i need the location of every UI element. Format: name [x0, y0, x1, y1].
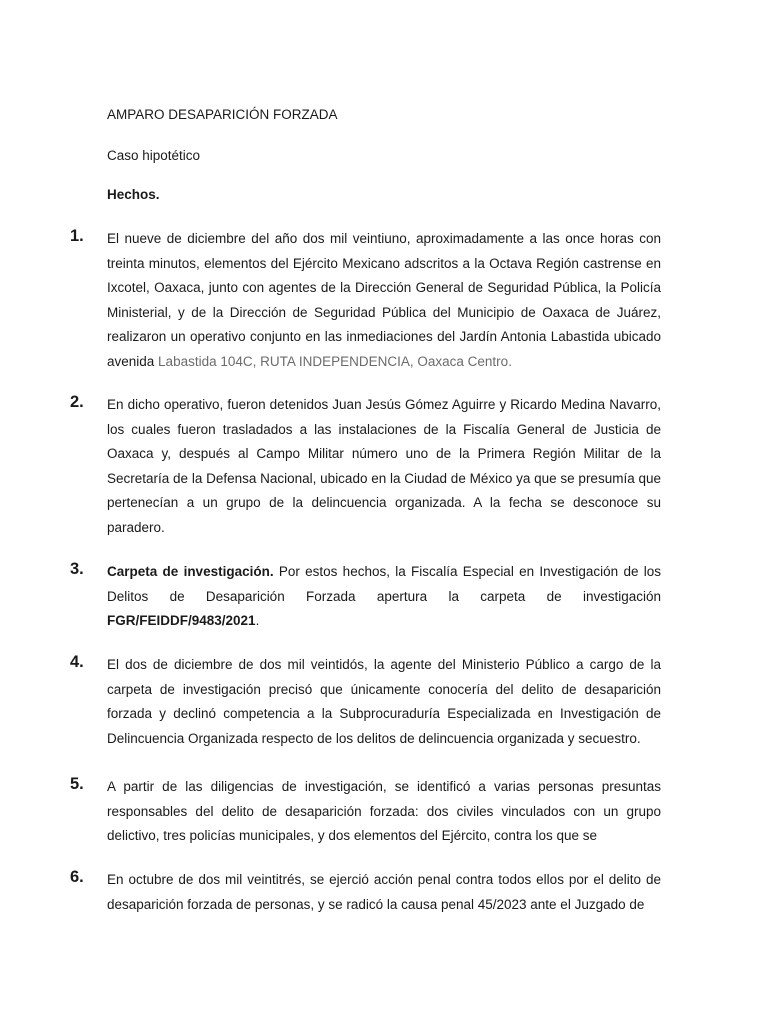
- item-address: Labastida 104C, RUTA INDEPENDENCIA, Oaxaca Centro.: [158, 353, 512, 369]
- case-id: FGR/FEIDDF/9483/2021: [107, 613, 256, 629]
- item-tail: .: [255, 613, 260, 629]
- item-text: [107, 560, 661, 634]
- item-number: 3.: [70, 560, 84, 578]
- item-lead: Carpeta de investigación.: [107, 564, 274, 579]
- item-number: 5.: [70, 775, 84, 793]
- item-body: Por estos hechos, la Fiscalía Especial en Investigación de los Delitos de Desaparición Forzada apertura la carpeta de investigación: [107, 564, 661, 604]
- item-text: En octubre de dos mil veintitrés, se ejerció acción penal contra todos ellos por el delito de desaparición forzada de personas, y se radicó la causa penal 45/2023 ante el Juzgado de: [107, 872, 661, 912]
- item-text: [107, 227, 661, 375]
- document-subtitle: Caso hipotético: [107, 148, 201, 163]
- item-number: 6.: [70, 868, 84, 886]
- document-title: AMPARO DESAPARICIÓN FORZADA: [107, 107, 338, 122]
- item-number: 4.: [70, 653, 84, 671]
- item-text: En dicho operativo, fueron detenidos Juan Jesús Gómez Aguirre y Ricardo Medina Navarro, los cuales fueron trasladados a las instalaciones de la Fiscalía General de Justicia de Oaxaca y, después al Campo Militar número uno de la Primera Región Militar de la Secretaría de la Defensa Nacional, ubicado en la Ciudad de México ya que se presumía que pertenecían a un grupo de la delincuencia organizada. A la fecha se desconoce su paradero.: [107, 397, 661, 535]
- item-body: El nueve de diciembre del año dos mil veintiuno, aproximadamente a las once horas con treinta minutos, elementos del Ejército Mexicano adscritos a la Octava Región castrense en Ixcotel, Oaxaca, junto con agentes de la Dirección General de Seguridad Pública, la Policía Ministerial, y de la Dirección de Seguridad Pública del Municipio de Oaxaca de Juárez, realizaron un operativo conjunto en las inmediaciones del Jardín Antonia Labastida ubicado avenida: [107, 231, 661, 369]
- item-text: A partir de las diligencias de investigación, se identificó a varias personas presuntas responsables del delito de desaparición forzada: dos civiles vinculados con un grupo delictivo, tres policías municipales, y dos elementos del Ejército, contra los que se: [107, 779, 661, 844]
- section-heading: Hechos.: [107, 187, 160, 202]
- item-number: 2.: [70, 393, 84, 411]
- item-text: El dos de diciembre de dos mil veintidós, la agente del Ministerio Público a cargo de la carpeta de investigación precisó que únicamente conocería del delito de desaparición forzada y declinó competencia a la Subprocuraduría Especializada en Investigación de Delincuencia Organizada respecto de los delitos de delincuencia organizada y secuestro.: [107, 657, 661, 746]
- item-number: 1.: [70, 227, 84, 245]
